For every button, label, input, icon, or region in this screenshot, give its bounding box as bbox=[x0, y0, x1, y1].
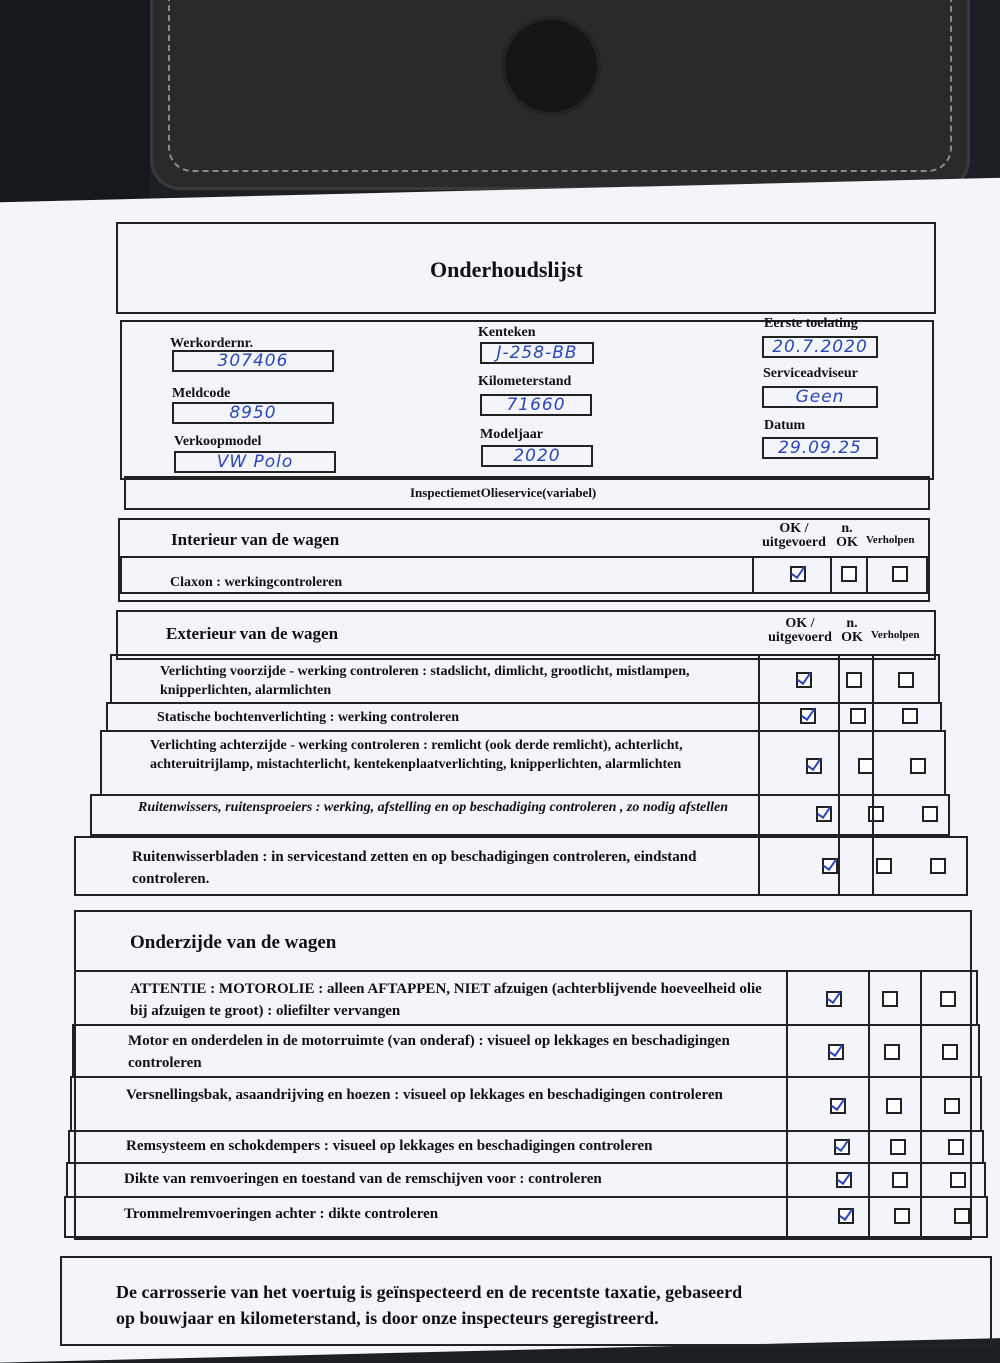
item-remsysteem: Remsysteem en schokdempers : visueel op lekkages en beschadigingen controleren bbox=[126, 1138, 653, 1154]
eerste-toelating-field: 20.7.2020 bbox=[762, 336, 878, 358]
checkbox-verholpen[interactable] bbox=[950, 1172, 966, 1188]
item-claxon: Claxon : werkingcontroleren bbox=[170, 575, 343, 590]
modeljaar-field: 2020 bbox=[481, 445, 593, 467]
kilometerstand-field: 71660 bbox=[480, 394, 592, 416]
serviceadviseur-field: Geen bbox=[762, 386, 878, 408]
divider bbox=[866, 556, 868, 594]
item-motor-onderdelen: Motor en onderdelen in de motorruimte (van onderaf) : visueel op lekkages en beschadigingen controleren bbox=[128, 1033, 730, 1071]
col-nok-header: n. OK bbox=[836, 521, 858, 550]
modeljaar-label: Modeljaar bbox=[480, 427, 543, 442]
col-ok-header: OK / uitgevoerd bbox=[768, 616, 832, 645]
meldcode-field: 8950 bbox=[172, 402, 334, 424]
checkbox-verholpen[interactable] bbox=[922, 806, 938, 822]
checkbox-ok[interactable] bbox=[806, 758, 822, 774]
checkbox-ok[interactable] bbox=[828, 1044, 844, 1060]
checkbox-verholpen[interactable] bbox=[948, 1139, 964, 1155]
divider bbox=[838, 654, 840, 896]
checkbox-verholpen[interactable] bbox=[940, 991, 956, 1007]
divider bbox=[920, 970, 922, 1238]
checkbox-nok[interactable] bbox=[894, 1208, 910, 1224]
item-remvoeringen: Dikte van remvoeringen en toestand van de remschijven voor : controleren bbox=[124, 1171, 602, 1187]
datum-label: Datum bbox=[764, 418, 806, 433]
checkbox-nok[interactable] bbox=[892, 1172, 908, 1188]
footer-line-1: De carrosserie van het voertuig is geïnspecteerd en de recentste taxatie, gebaseerd bbox=[116, 1282, 743, 1302]
section-heading-exterieur: Exterieur van de wagen bbox=[166, 624, 339, 643]
checkbox-ok[interactable] bbox=[816, 806, 832, 822]
serviceadviseur-label: Serviceadviseur bbox=[763, 366, 858, 381]
checkbox-ok[interactable] bbox=[800, 708, 816, 724]
werkordernr-field: 307406 bbox=[172, 350, 334, 372]
item-ruitenwisserbladen: Ruitenwisserbladen : in servicestand zetten en op beschadigingen controleren, eindstand controleren. bbox=[132, 849, 697, 887]
checkbox-ok[interactable] bbox=[826, 991, 842, 1007]
divider bbox=[786, 970, 788, 1238]
item-ruitenwissers: Ruitenwissers, ruitensproeiers : werking, afstelling en op beschadiging controleren , zo nodig afstellen bbox=[138, 800, 729, 815]
item-motorolie: ATTENTIE : MOTOROLIE : alleen AFTAPPEN, NIET afzuigen (achterblijvende hoeveelheid olie bij afzuigen te groot) : oliefilter vervangen bbox=[130, 981, 762, 1019]
kenteken-label: Kenteken bbox=[478, 325, 536, 340]
divider bbox=[868, 970, 870, 1238]
checkbox-ok[interactable] bbox=[822, 858, 838, 874]
checkbox-ok[interactable] bbox=[790, 566, 806, 582]
col-ok-header: OK / uitgevoerd bbox=[762, 521, 826, 550]
checkbox-verholpen[interactable] bbox=[944, 1098, 960, 1114]
checkbox-ok[interactable] bbox=[838, 1208, 854, 1224]
meldcode-label: Meldcode bbox=[172, 386, 231, 401]
checkbox-ok[interactable] bbox=[834, 1139, 850, 1155]
page-title: Onderhoudslijst bbox=[430, 257, 583, 282]
datum-field: 29.09.25 bbox=[762, 437, 878, 459]
checkbox-nok[interactable] bbox=[850, 708, 866, 724]
checkbox-nok[interactable] bbox=[884, 1044, 900, 1060]
checkbox-ok[interactable] bbox=[836, 1172, 852, 1188]
checkbox-nok[interactable] bbox=[841, 566, 857, 582]
checkbox-verholpen[interactable] bbox=[892, 566, 908, 582]
checkbox-nok[interactable] bbox=[868, 806, 884, 822]
checkbox-verholpen[interactable] bbox=[898, 672, 914, 688]
item-bochtenverlichting: Statische bochtenverlichting : werking controleren bbox=[157, 710, 460, 725]
divider bbox=[872, 654, 874, 896]
col-verholpen-header: Verholpen bbox=[871, 629, 920, 641]
item-trommelremvoeringen: Trommelremvoeringen achter : dikte controleren bbox=[124, 1206, 439, 1222]
checkbox-nok[interactable] bbox=[876, 858, 892, 874]
verkoopmodel-field: VW Polo bbox=[174, 451, 336, 473]
item-verlichting-voor: Verlichting voorzijde - werking controleren : stadslicht, dimlicht, grootlicht, mistlampen, knipperlichten, alarmlichten bbox=[160, 664, 690, 698]
checkbox-verholpen[interactable] bbox=[942, 1044, 958, 1060]
checkbox-ok[interactable] bbox=[830, 1098, 846, 1114]
divider bbox=[830, 556, 832, 594]
col-verholpen-header: Verholpen bbox=[866, 534, 915, 546]
divider bbox=[752, 556, 754, 594]
checkbox-nok[interactable] bbox=[882, 991, 898, 1007]
verkoopmodel-label: Verkoopmodel bbox=[174, 434, 262, 449]
kilometerstand-label: Kilometerstand bbox=[478, 374, 572, 389]
section-heading-onderzijde: Onderzijde van de wagen bbox=[130, 932, 337, 953]
item-verlichting-achter: Verlichting achterzijde - werking controleren : remlicht (ook derde remlicht), achterlicht, achteruitrijlamp, mistachterlicht, kentekenplaatverlichting, knipperlichten, alarmlichten bbox=[150, 738, 683, 772]
footer-line-2: op bouwjaar en kilometerstand, is door onze inspecteurs geregistreerd. bbox=[116, 1308, 659, 1328]
section-heading-interieur: Interieur van de wagen bbox=[171, 530, 340, 549]
eerste-toelating-label: Eerste toelating bbox=[764, 316, 858, 331]
checkbox-nok[interactable] bbox=[846, 672, 862, 688]
checkbox-ok[interactable] bbox=[796, 672, 812, 688]
checkbox-verholpen[interactable] bbox=[954, 1208, 970, 1224]
checkbox-nok[interactable] bbox=[890, 1139, 906, 1155]
col-nok-header: n. OK bbox=[841, 616, 863, 645]
item-versnellingsbak: Versnellingsbak, asaandrijving en hoezen : visueel op lekkages en beschadigingen controleren bbox=[126, 1087, 723, 1103]
checkbox-verholpen[interactable] bbox=[930, 858, 946, 874]
inspection-type: InspectiemetOlieservice(variabel) bbox=[410, 485, 597, 500]
kenteken-field: J-258-BB bbox=[480, 342, 594, 364]
checkbox-verholpen[interactable] bbox=[910, 758, 926, 774]
checkbox-verholpen[interactable] bbox=[902, 708, 918, 724]
checkbox-nok[interactable] bbox=[886, 1098, 902, 1114]
divider bbox=[758, 654, 760, 896]
werkordernr-label: Werkordernr. bbox=[170, 336, 254, 351]
